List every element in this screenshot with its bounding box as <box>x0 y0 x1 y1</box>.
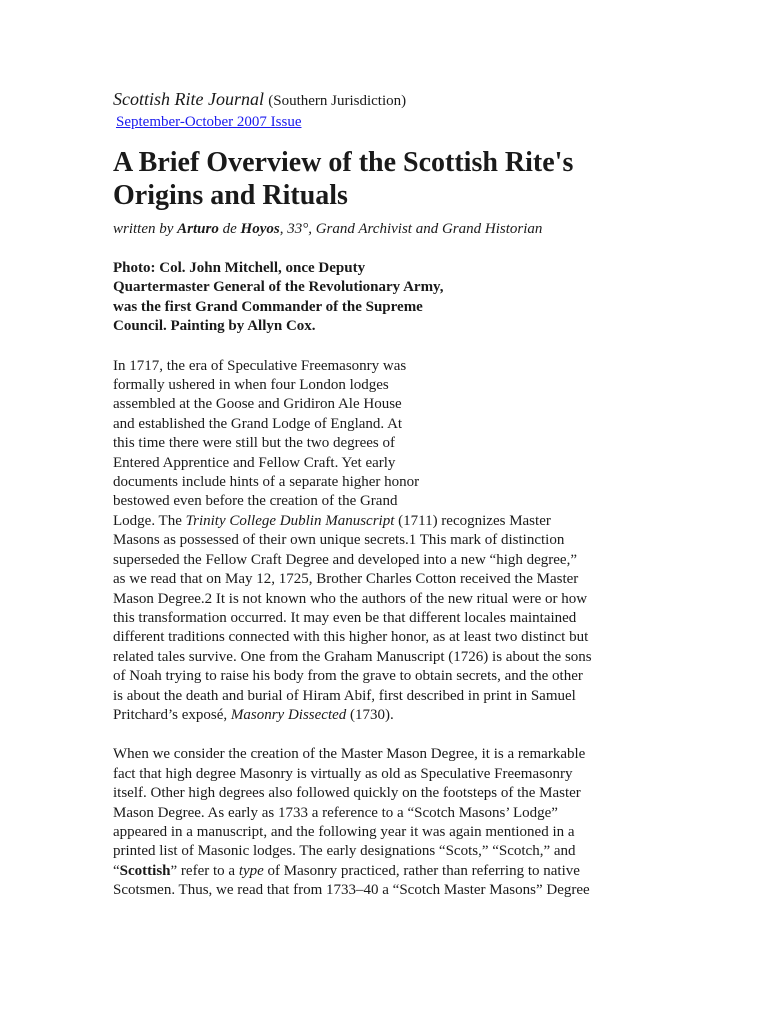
text-line: Entered Apprentice and Fellow Craft. Yet early <box>113 454 396 471</box>
text-line: Scotsmen. Thus, we read that from 1733–40 a “Scotch Master Masons” Degree <box>113 882 590 899</box>
text-line: different traditions connected with this higher honor, as at least two distinct but <box>113 629 589 646</box>
text-line <box>113 862 658 881</box>
text-line <box>113 512 658 531</box>
byline-mid: de <box>218 221 241 237</box>
book-title: Masonry Dissected <box>230 706 347 723</box>
emphasis-italic: type <box>238 862 264 879</box>
paragraph-2 <box>113 745 658 900</box>
paragraph-1 <box>113 357 658 726</box>
text-segment: ” refer to a <box>170 862 239 879</box>
text-line: this transformation occurred. It may even be that different locales maintained <box>113 609 577 626</box>
photo-caption: Photo: Col. John Mitchell, once Deputy Quartermaster General of the Revolutionary Army, was the first Grand Commander of the Supreme Council. Painting by Allyn Cox. <box>113 260 444 335</box>
text-line: appeared in a manuscript, and the following year it was again mentioned in a <box>113 823 575 840</box>
text-line: Mason Degree.2 It is not known who the authors of the new ritual were or how <box>113 590 588 607</box>
byline <box>113 219 658 239</box>
text-line: formally ushered in when four London lodges <box>113 377 389 394</box>
text-line: related tales survive. One from the Graham Manuscript (1726) is about the sons <box>113 648 592 665</box>
issue-link[interactable]: September-October 2007 Issue <box>116 114 302 130</box>
text-line: fact that high degree Masonry is virtually as old as Speculative Freemasonry <box>113 765 573 782</box>
text-line: of Noah trying to raise his body from the grave to obtain secrets, and the other <box>113 668 583 685</box>
text-line: superseded the Fellow Craft Degree and developed into a new “high degree,” <box>113 551 577 568</box>
text-line: bestowed even before the creation of the Grand <box>113 493 398 510</box>
author-first-name: Arturo <box>177 221 219 237</box>
text-line: and established the Grand Lodge of England. At <box>113 415 403 432</box>
byline-prefix: written by <box>113 221 178 237</box>
jurisdiction-label: (Southern Jurisdiction) <box>268 93 407 109</box>
text-segment: of Masonry practiced, rather than referring to native <box>263 862 580 879</box>
text-line: is about the death and burial of Hiram Abif, first described in print in Samuel <box>113 687 576 704</box>
text-line: Masons as possessed of their own unique secrets.1 This mark of distinction <box>113 532 565 549</box>
text-line: Mason Degree. As early as 1733 a reference to a “Scotch Masons’ Lodge” <box>113 804 558 821</box>
text-line: itself. Other high degrees also followed quickly on the footsteps of the Master <box>113 785 581 802</box>
text-line <box>113 706 658 725</box>
text-line: this time there were still but the two degrees of <box>113 435 396 452</box>
manuscript-title: Trinity College Dublin Manuscript <box>185 512 395 529</box>
text-line: printed list of Masonic lodges. The early designations “Scots,” “Scotch,” and <box>113 843 576 860</box>
text-segment: “ <box>113 862 120 879</box>
journal-header <box>113 88 658 112</box>
journal-name: Scottish Rite Journal <box>113 89 264 109</box>
text-segment: Lodge. The <box>113 512 186 529</box>
author-title: , 33°, Grand Archivist and Grand Historian <box>279 221 543 237</box>
text-line: as we read that on May 12, 1725, Brother Charles Cotton received the Master <box>113 571 579 588</box>
text-line: assembled at the Goose and Gridiron Ale House <box>113 396 402 413</box>
article-title-line-1: A Brief Overview of the Scottish Rite's <box>113 147 574 178</box>
text-segment: (1730). <box>346 706 394 723</box>
text-line: When we consider the creation of the Master Mason Degree, it is a remarkable <box>113 746 586 763</box>
emphasis-bold: Scottish <box>119 862 171 879</box>
text-line: In 1717, the era of Speculative Freemasonry was <box>113 357 407 374</box>
author-last-name: Hoyos <box>240 221 280 237</box>
article-page <box>113 88 658 901</box>
text-segment: (1711) recognizes Master <box>394 512 551 529</box>
article-title-line-2: Origins and Rituals <box>113 180 348 211</box>
text-segment: Pritchard’s exposé, <box>113 706 231 723</box>
article-title <box>113 146 658 212</box>
text-line: documents include hints of a separate higher honor <box>113 474 420 491</box>
